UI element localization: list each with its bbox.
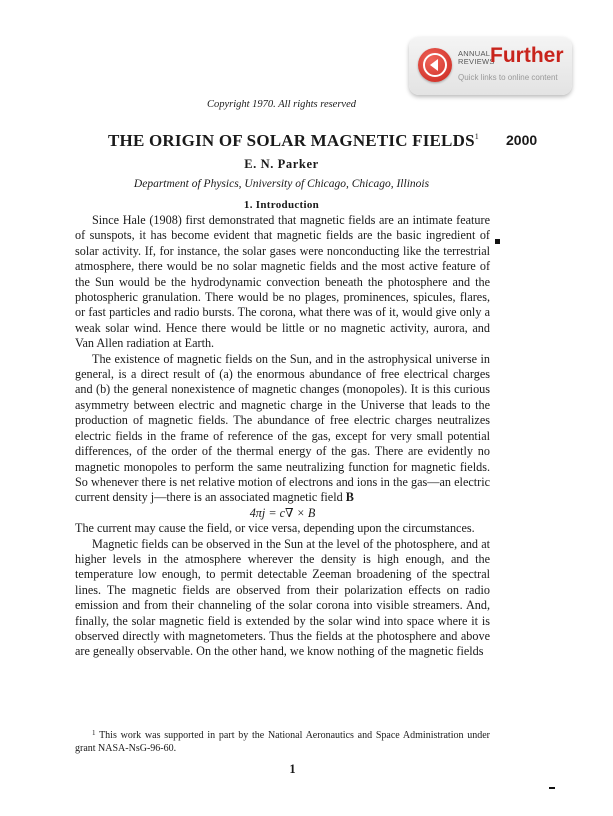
paragraph-2-text: The existence of magnetic fields on the Sun, and in the astrophysical universe in general, is a direct result of (a) the enormous abundance of free electrical charges and (b) the general nonexistence of magnetic changes (monopoles). It is this curious asymmetry between electric and magnetic charge in the Universe that leads to the production of magnetic fields. The abundance of free electric charges neutralizes electric fields in the frame of reference of the gas, except for very small potential differences, of the order of the thermal energy of the gas. There are evidently no magnetic monopoles to perform the same neutralizing function for magnetic fields. So whenever there is net relative motion of electrons and ions in the gas—an electric current density j—there is an associated magnetic field: [75, 351, 490, 505]
author-affiliation: Department of Physics, University of Chicago, Chicago, Illinois: [133, 178, 430, 190]
footnote: [75, 727, 490, 755]
body-text: [75, 213, 490, 660]
paper-title-text: THE ORIGIN OF SOLAR MAGNETIC FIELDS: [108, 131, 475, 150]
corner-mark: [549, 787, 555, 789]
author-name: E. N. Parker: [244, 157, 319, 171]
further-subtitle: Quick links to online content: [458, 73, 558, 82]
annual-reviews-logo-text: ANNUAL REVIEWS: [458, 49, 495, 66]
paragraph-3: The current may cause the field, or vice versa, depending upon the circumstances.: [75, 521, 475, 536]
title-footnote-mark: 1: [474, 132, 479, 141]
paragraph-4: Magnetic fields can be observed in the Sun at the level of the photosphere, and at higher levels in the atmosphere wherever the density is high enough, and the temperature low enough, to permit detectable Zeeman broadening of the spectral lines. The magnetic fields are observed from their polarization effects on radio emission and from their channeling of the solar corona into visible streamers. And, finally, the solar magnetic field is extended by the solar wind into space where it is observed directly with magnetometers. Thus the fields at the photosphere and above are geneally observable. On the other hand, we know nothing of the magnetic fields: [75, 536, 490, 659]
equation-ampere: 4πj = c∇ × B: [249, 505, 316, 520]
section-heading: 1. Introduction: [243, 199, 320, 211]
footnote-mark: 1: [92, 729, 96, 737]
annual-reviews-further-badge[interactable]: [409, 37, 572, 95]
footnote-text: This work was supported in part by the National Aeronautics and Space Administration under grant NASA-NsG-96-60.: [75, 730, 490, 754]
field-symbol: B: [345, 490, 354, 505]
copyright-line: Copyright 1970. All rights reserved: [206, 99, 357, 110]
paper-title: [108, 131, 479, 151]
further-label: Further: [490, 44, 564, 67]
margin-mark: [495, 239, 500, 244]
page-number: 1: [289, 762, 296, 776]
paragraph-1: Since Hale (1908) first demonstrated that magnetic fields are an intimate feature of sunspots, it has become evident that magnetic fields are the basic ingredient of solar activity. If, for instance, the solar gases were nonconducting like the terrestrial atmosphere, there would be no solar magnetic fields and the most active feature of the Sun would be the hydrodynamic convection beneath the photosphere and the photospheric granulation. There would be no plages, prominences, spicules, flares, or fast particles and radio bursts. The corona, what there was of it, would give only a weak solar wind. Hence there would be little or no magnetic activity, aurora, and Van Allen radiation at Earth.: [75, 213, 490, 351]
page-stamp-number: 2000: [506, 132, 538, 148]
back-arrow-icon[interactable]: [418, 48, 452, 82]
paragraph-2: [75, 352, 490, 506]
